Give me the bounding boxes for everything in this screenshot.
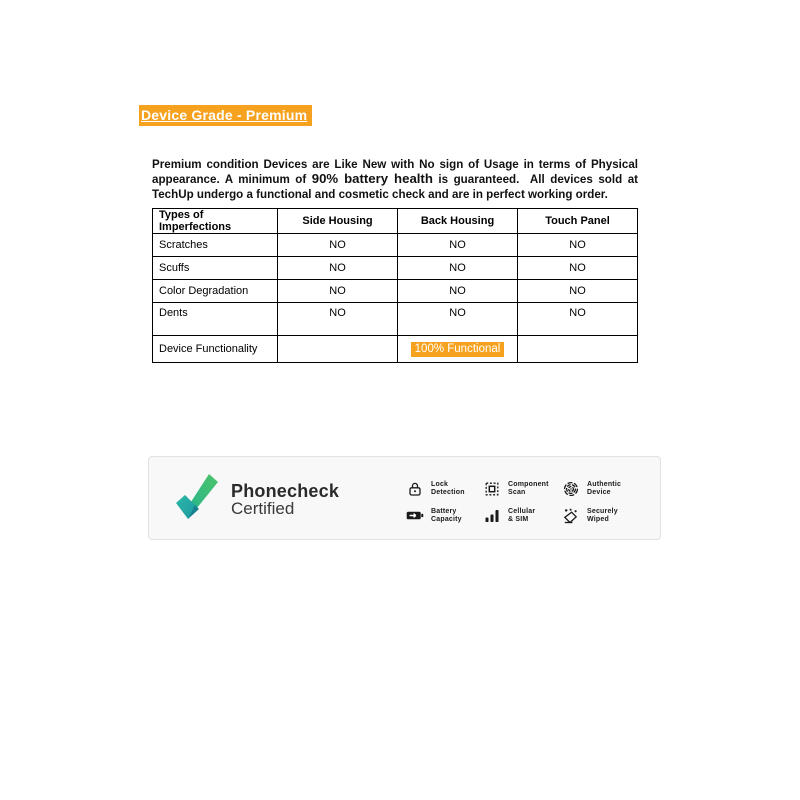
row-label: Scuffs: [153, 257, 278, 280]
brand-subtitle: Certified: [231, 499, 295, 518]
table-row: [153, 280, 638, 303]
phonecheck-logo-checkmark-icon: [172, 471, 222, 523]
signal-bars-icon: [483, 507, 501, 525]
lock-icon: [406, 480, 424, 498]
table-header-row: [153, 209, 638, 234]
row-label: Scratches: [153, 234, 278, 257]
feature-label: Cellular & SIM: [508, 507, 536, 523]
cell-value: NO: [518, 303, 638, 336]
feature-label: Lock Detection: [431, 480, 465, 496]
cell-value: [518, 336, 638, 363]
cell-value: NO: [518, 280, 638, 303]
col-header-touch-panel: Touch Panel: [518, 209, 638, 234]
row-label: Color Degradation: [153, 280, 278, 303]
phonecheck-brand-text: [231, 482, 339, 518]
battery-icon: [406, 507, 424, 525]
row-label: Dents: [153, 303, 278, 336]
wipe-icon: [562, 507, 580, 525]
col-header-types: Types of Imperfections: [153, 209, 278, 234]
col-header-side-housing: Side Housing: [278, 209, 398, 234]
cell-value: [278, 336, 398, 363]
imperfections-table: [152, 208, 638, 363]
grade-description: [152, 158, 638, 203]
brand-name: Phonecheck: [231, 481, 340, 501]
fingerprint-icon: [562, 480, 580, 498]
col-header-back-housing: Back Housing: [398, 209, 518, 234]
cell-value: NO: [398, 280, 518, 303]
feature-lock-detection: [406, 475, 483, 502]
battery-health-emphasis: 90% battery health: [311, 171, 433, 187]
chip-icon: [483, 480, 501, 498]
cell-value: NO: [398, 303, 518, 336]
cell-value: NO: [518, 257, 638, 280]
functional-status-badge: 100% Functional: [411, 342, 505, 357]
page-title: Device Grade - Premium: [139, 105, 312, 126]
cell-value: NO: [278, 234, 398, 257]
feature-cellular-sim: [483, 502, 562, 529]
feature-label: Securely Wiped: [587, 507, 618, 523]
cell-value: [398, 336, 518, 363]
feature-authentic-device: [562, 475, 640, 502]
cell-value: NO: [278, 280, 398, 303]
table-row: [153, 234, 638, 257]
table-row: [153, 303, 638, 336]
certification-features: [406, 475, 640, 529]
feature-label: Component Scan: [508, 480, 549, 496]
feature-battery-capacity: [406, 502, 483, 529]
cell-value: NO: [398, 234, 518, 257]
cell-value: NO: [518, 234, 638, 257]
cell-value: NO: [398, 257, 518, 280]
feature-label: Battery Capacity: [431, 507, 462, 523]
cell-value: NO: [278, 257, 398, 280]
table-row: [153, 257, 638, 280]
description-text-start: Premium condition Devices are Like New with No sign of Usage in terms of Physical appearance. A minimum of: [152, 157, 638, 187]
feature-label: Authentic Device: [587, 480, 622, 496]
table-row: [153, 336, 638, 363]
row-label: Device Functionality: [153, 336, 278, 363]
cell-value: NO: [278, 303, 398, 336]
feature-securely-wiped: [562, 502, 640, 529]
feature-component-scan: [483, 475, 562, 502]
description-text-end: is guaranteed. All devices sold at TechUp undergo a functional and cosmetic check and are in perfect working order.: [152, 173, 639, 201]
